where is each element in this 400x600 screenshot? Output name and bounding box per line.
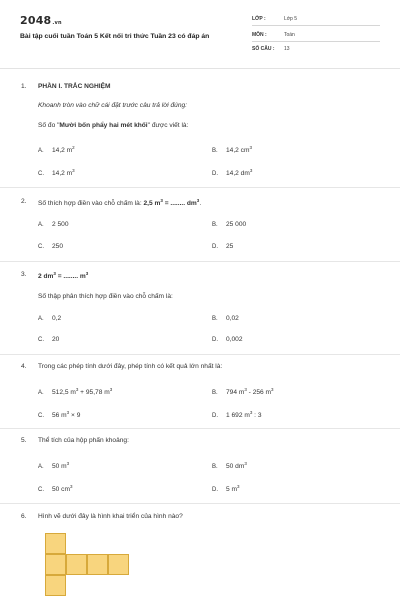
header-divider: [0, 68, 400, 69]
question-divider: [0, 187, 400, 188]
question-text: Số đo "Mười bốn phẩy hai mét khối" được viết là:: [38, 122, 189, 129]
option-a[interactable]: A. 50 $m^3$: [38, 461, 70, 470]
option-b[interactable]: B. 50 $dm^3$: [212, 461, 247, 470]
option-d[interactable]: D. 14,2 $dm^3$: [212, 168, 253, 177]
question-text: Trong các phép tính dưới đây, phép tính có kết quả lớn nhất là:: [38, 363, 223, 370]
question-text: Hình vẽ dưới đây là hình khai triển của hình nào?: [38, 513, 183, 520]
option-d[interactable]: D. 5 $m^3$: [212, 484, 240, 493]
option-c[interactable]: C. 50 $cm^3$: [38, 484, 73, 493]
option-a[interactable]: A. 14,2 $m^2$: [38, 145, 75, 154]
option-b[interactable]: B. 0,02: [212, 315, 239, 322]
page-header: [0, 0, 400, 62]
option-b[interactable]: B. 14,2 $cm^3$: [212, 145, 252, 154]
net-square: [45, 533, 66, 554]
meta-subject: MÔN : Toán: [252, 30, 380, 42]
net-square: [108, 554, 129, 575]
option-d[interactable]: D. 0,002: [212, 336, 243, 343]
instruction: Khoanh tròn vào chữ cái đặt trước câu trả lời đúng:: [38, 102, 188, 109]
option-c[interactable]: C. 56 $m^3 \times 9$: [38, 410, 81, 419]
meta-question-count: SỐ CÂU : 13: [252, 46, 290, 52]
question-divider: [0, 503, 400, 504]
cube-net-figure: [45, 533, 135, 600]
option-b[interactable]: B. 794 $m^3 - 256$ $m^3$: [212, 387, 274, 396]
option-d[interactable]: D. 1 692 $m^3$ : 3: [212, 410, 262, 419]
section-title: PHẦN I. TRẮC NGHIỆM: [38, 83, 111, 90]
net-square: [45, 575, 66, 596]
option-a[interactable]: A. 2 500: [38, 221, 69, 228]
question-text: Số thích hợp điền vào chỗ chấm là: 2,5 $m^3$ = ........ $dm^3$.: [38, 198, 202, 207]
option-c[interactable]: C. 250: [38, 243, 64, 250]
option-c[interactable]: C. 20: [38, 336, 60, 343]
net-square: [87, 554, 108, 575]
question-divider: [0, 261, 400, 262]
option-b[interactable]: B. 25 000: [212, 221, 247, 228]
option-a[interactable]: A. 512,5 $m^3 + 95,78$ $m^3$: [38, 387, 113, 396]
question-divider: [0, 354, 400, 355]
option-d[interactable]: D. 25: [212, 243, 234, 250]
option-a[interactable]: A. 0,2: [38, 315, 62, 322]
meta-class: LỚP : Lớp 5: [252, 14, 380, 26]
site-logo[interactable]: 2048.vn: [20, 14, 62, 27]
question-subtext: Số thập phân thích hợp điền vào chỗ chấm là:: [38, 293, 173, 300]
option-c[interactable]: C. 14,2 $m^3$: [38, 168, 75, 177]
question-text: 2 $dm^3$ = ........ $m^3$: [38, 271, 89, 280]
question-text: Thể tích của hộp phấn khoảng:: [38, 437, 129, 444]
question-divider: [0, 428, 400, 429]
net-square: [66, 554, 87, 575]
document-title: Bài tập cuối tuần Toán 5 Kết nối tri thức Tuần 23 có đáp án: [20, 33, 210, 40]
net-square: [45, 554, 66, 575]
